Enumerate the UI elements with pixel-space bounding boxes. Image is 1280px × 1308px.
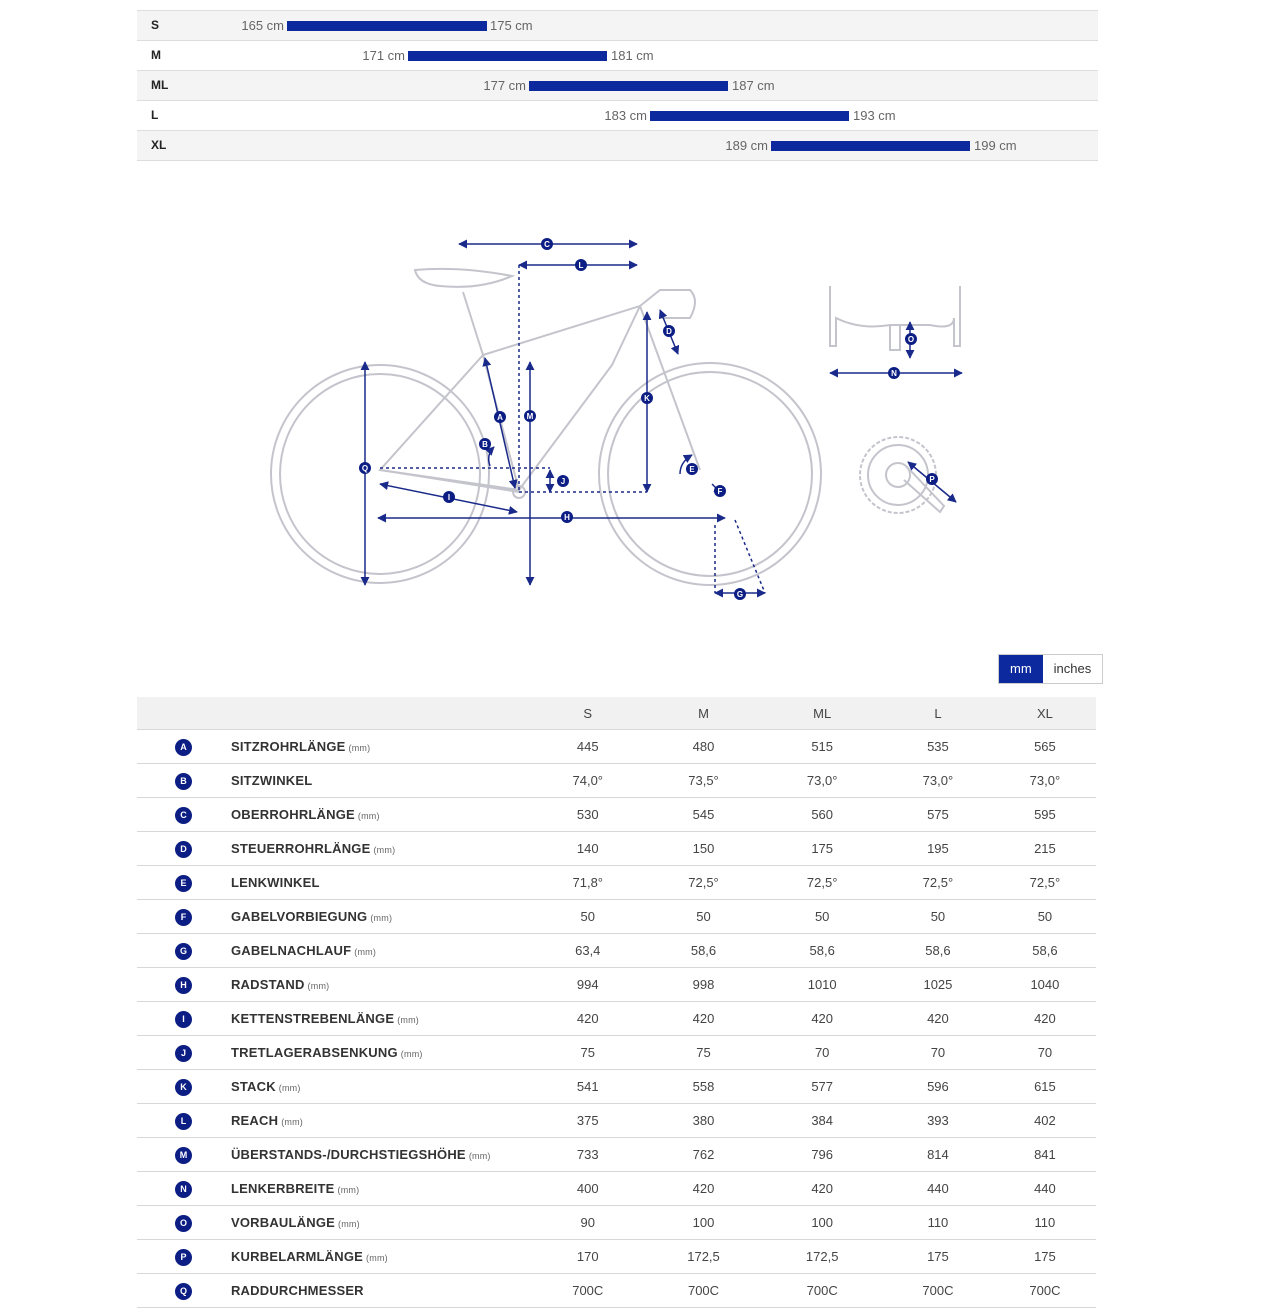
badge-f-label: F	[717, 487, 723, 496]
row-value: 762	[645, 1138, 763, 1172]
row-value: 420	[994, 1002, 1096, 1036]
badge-i-label: I	[447, 493, 451, 502]
size-label: S	[151, 18, 160, 32]
row-value: 565	[994, 730, 1096, 764]
height-max: 181 cm	[611, 48, 654, 63]
row-letter-badge: Q	[175, 1283, 192, 1300]
row-name: RADDURCHMESSER	[230, 1283, 364, 1298]
handlebar-measure	[830, 322, 962, 373]
badge-k-label: K	[644, 394, 650, 403]
size-row-m	[137, 40, 1098, 70]
row-value: 50	[762, 900, 882, 934]
row-letter-cell	[137, 1036, 230, 1070]
row-value: 560	[762, 798, 882, 832]
row-value: 172,5	[762, 1240, 882, 1274]
table-row	[137, 1240, 1096, 1274]
row-value: 400	[531, 1172, 645, 1206]
row-value: 70	[882, 1036, 994, 1070]
badge-d	[663, 325, 675, 337]
row-value: 72,5°	[762, 866, 882, 900]
badge-o-label: O	[907, 335, 915, 344]
row-value: 375	[531, 1104, 645, 1138]
height-max: 175 cm	[490, 18, 533, 33]
row-value: 420	[645, 1002, 763, 1036]
row-value: 393	[882, 1104, 994, 1138]
row-letter-badge: P	[175, 1249, 192, 1266]
row-value: 420	[531, 1002, 645, 1036]
row-name: LENKERBREITE	[230, 1181, 335, 1196]
size-row-ml	[137, 70, 1098, 100]
row-value: 541	[531, 1070, 645, 1104]
row-value: 595	[994, 798, 1096, 832]
row-letter-cell	[137, 934, 230, 968]
row-unit: (mm)	[397, 1015, 419, 1025]
column-header: XL	[994, 697, 1096, 730]
row-unit: (mm)	[370, 913, 393, 923]
row-letter-cell	[137, 730, 230, 764]
row-value: 72,5°	[645, 866, 763, 900]
row-value: 58,6	[882, 934, 994, 968]
row-value: 1010	[762, 968, 882, 1002]
row-name-cell	[230, 900, 531, 934]
row-name: ÜBERSTANDS-/DURCHSTIEGSHÖHE	[230, 1147, 466, 1162]
table-row	[137, 1172, 1096, 1206]
row-value: 175	[882, 1240, 994, 1274]
badge-h	[561, 511, 573, 523]
row-value: 100	[645, 1206, 763, 1240]
badge-b	[479, 438, 491, 450]
row-name-cell	[230, 1172, 531, 1206]
row-letter-badge: L	[175, 1113, 192, 1130]
badge-k	[641, 392, 653, 404]
row-unit: (mm)	[281, 1117, 303, 1127]
badge-q-label: Q	[361, 464, 369, 473]
size-row-l	[137, 100, 1098, 130]
row-value: 110	[994, 1206, 1096, 1240]
row-value: 558	[645, 1070, 763, 1104]
row-value: 575	[882, 798, 994, 832]
rider-height-chart	[137, 10, 1098, 161]
handlebar-outline	[830, 286, 960, 350]
row-value: 73,0°	[994, 764, 1096, 798]
row-letter-cell	[137, 1206, 230, 1240]
row-unit: (mm)	[354, 947, 377, 957]
table-row	[137, 1002, 1096, 1036]
row-value: 420	[762, 1172, 882, 1206]
row-value: 58,6	[645, 934, 763, 968]
row-value: 1040	[994, 968, 1096, 1002]
row-value: 70	[994, 1036, 1096, 1070]
row-value: 402	[994, 1104, 1096, 1138]
size-label: XL	[151, 138, 167, 152]
row-value: 535	[882, 730, 994, 764]
size-row-xl	[137, 130, 1098, 161]
badge-j-label: J	[560, 477, 566, 486]
row-letter-badge: M	[175, 1147, 192, 1164]
row-unit: (mm)	[348, 743, 371, 753]
row-value: 700C	[762, 1274, 882, 1308]
badge-e-label: E	[689, 465, 695, 474]
row-value: 545	[645, 798, 763, 832]
row-letter-badge: C	[175, 807, 192, 824]
row-unit: (mm)	[373, 845, 396, 855]
row-name: STACK	[230, 1079, 276, 1094]
row-name-cell	[230, 1002, 531, 1036]
badge-b-label: B	[482, 440, 488, 449]
row-value: 530	[531, 798, 645, 832]
row-value: 380	[645, 1104, 763, 1138]
row-letter-cell	[137, 866, 230, 900]
row-unit: (mm)	[337, 1185, 360, 1195]
row-value: 58,6	[994, 934, 1096, 968]
column-header: M	[645, 697, 763, 730]
table-row	[137, 832, 1096, 866]
row-value: 515	[762, 730, 882, 764]
row-letter-badge: K	[175, 1079, 192, 1096]
badge-p	[926, 473, 938, 485]
table-row	[137, 900, 1096, 934]
bike-outline	[271, 269, 821, 585]
row-value: 73,0°	[882, 764, 994, 798]
unit-mm-button[interactable]: mm	[999, 655, 1043, 683]
row-name: OBERROHRLÄNGE	[230, 807, 355, 822]
table-row	[137, 968, 1096, 1002]
row-value: 596	[882, 1070, 994, 1104]
row-name: GABELNACHLAUF	[230, 943, 352, 958]
height-range-bar	[287, 21, 487, 31]
row-value: 172,5	[645, 1240, 763, 1274]
height-min: 165 cm	[241, 18, 284, 33]
row-letter-badge: G	[175, 943, 192, 960]
row-letter-badge: F	[175, 909, 192, 926]
height-range-bar	[771, 141, 970, 151]
row-letter-badge: H	[175, 977, 192, 994]
row-unit: (mm)	[468, 1151, 491, 1161]
row-value: 71,8°	[531, 866, 645, 900]
table-row	[137, 764, 1096, 798]
row-name: KURBELARMLÄNGE	[230, 1249, 364, 1264]
row-value: 480	[645, 730, 763, 764]
badge-p-label: P	[929, 475, 935, 484]
badge-f	[714, 485, 726, 497]
row-value: 215	[994, 832, 1096, 866]
diagram-badges	[359, 238, 938, 600]
row-name-cell	[230, 798, 531, 832]
row-value: 75	[645, 1036, 763, 1070]
row-name: RADSTAND	[230, 977, 305, 992]
row-value: 63,4	[531, 934, 645, 968]
table-row	[137, 1070, 1096, 1104]
badge-o	[905, 333, 917, 345]
row-name-cell	[230, 1070, 531, 1104]
height-range-bar	[529, 81, 728, 91]
row-letter-cell	[137, 832, 230, 866]
row-letter-cell	[137, 764, 230, 798]
row-value: 1025	[882, 968, 994, 1002]
badge-i	[443, 491, 455, 503]
row-value: 175	[994, 1240, 1096, 1274]
row-value: 195	[882, 832, 994, 866]
badge-g	[734, 588, 746, 600]
badge-m	[524, 410, 536, 422]
header-spacer	[230, 697, 531, 730]
row-value: 175	[762, 832, 882, 866]
row-name: KETTENSTREBENLÄNGE	[230, 1011, 395, 1026]
row-value: 440	[994, 1172, 1096, 1206]
badge-j	[557, 475, 569, 487]
row-name-cell	[230, 968, 531, 1002]
row-value: 700C	[645, 1274, 763, 1308]
bike-geometry-diagram	[240, 220, 980, 620]
row-name-cell	[230, 934, 531, 968]
row-unit: (mm)	[400, 1049, 423, 1059]
row-value: 140	[531, 832, 645, 866]
row-letter-cell	[137, 1172, 230, 1206]
height-min: 171 cm	[362, 48, 405, 63]
height-range-bar	[650, 111, 849, 121]
table-row	[137, 934, 1096, 968]
row-value: 420	[882, 1002, 994, 1036]
row-value: 58,6	[762, 934, 882, 968]
row-value: 700C	[531, 1274, 645, 1308]
row-unit: (mm)	[278, 1083, 301, 1093]
row-name-cell	[230, 764, 531, 798]
row-name-cell	[230, 1036, 531, 1070]
row-name: GABELVORBIEGUNG	[230, 909, 368, 924]
table-row	[137, 1138, 1096, 1172]
height-max: 199 cm	[974, 138, 1017, 153]
header-spacer	[137, 697, 230, 730]
row-value: 420	[645, 1172, 763, 1206]
row-name-cell	[230, 1240, 531, 1274]
height-min: 177 cm	[483, 78, 526, 93]
height-max: 187 cm	[732, 78, 775, 93]
height-min: 189 cm	[725, 138, 768, 153]
row-name-cell	[230, 1138, 531, 1172]
row-letter-badge: N	[175, 1181, 192, 1198]
badge-l-label: L	[578, 261, 584, 270]
badge-d-label: D	[666, 327, 672, 336]
row-letter-badge: O	[175, 1215, 192, 1232]
row-name: REACH	[230, 1113, 279, 1128]
row-name: SITZWINKEL	[230, 773, 313, 788]
row-name-cell	[230, 1274, 531, 1308]
row-value: 814	[882, 1138, 994, 1172]
row-name: TRETLAGERABSENKUNG	[230, 1045, 398, 1060]
table-row	[137, 1036, 1096, 1070]
row-value: 73,0°	[762, 764, 882, 798]
column-header: ML	[762, 697, 882, 730]
row-letter-cell	[137, 1070, 230, 1104]
table-row	[137, 1104, 1096, 1138]
row-letter-cell	[137, 1274, 230, 1308]
row-unit: (mm)	[338, 1219, 360, 1229]
row-value: 841	[994, 1138, 1096, 1172]
row-name: STEUERROHRLÄNGE	[230, 841, 371, 856]
badge-q	[359, 462, 371, 474]
row-value: 50	[531, 900, 645, 934]
table-row	[137, 730, 1096, 764]
row-value: 50	[994, 900, 1096, 934]
table-row	[137, 1274, 1096, 1308]
row-name: VORBAULÄNGE	[230, 1215, 336, 1230]
row-letter-cell	[137, 1104, 230, 1138]
row-letter-badge: D	[175, 841, 192, 858]
row-letter-badge: I	[175, 1011, 192, 1028]
size-label: L	[151, 108, 159, 122]
row-value: 75	[531, 1036, 645, 1070]
row-name-cell	[230, 1206, 531, 1240]
row-value: 440	[882, 1172, 994, 1206]
row-value: 72,5°	[994, 866, 1096, 900]
badge-c	[541, 238, 553, 250]
row-value: 998	[645, 968, 763, 1002]
badge-n-label: N	[891, 369, 897, 378]
row-value: 110	[882, 1206, 994, 1240]
badge-a	[494, 411, 506, 423]
size-label: ML	[151, 78, 169, 92]
row-letter-badge: B	[175, 773, 192, 790]
row-value: 73,5°	[645, 764, 763, 798]
geometry-table	[137, 697, 1096, 1308]
height-range-bar	[408, 51, 607, 61]
row-letter-cell	[137, 1240, 230, 1274]
row-value: 994	[531, 968, 645, 1002]
row-name-cell	[230, 832, 531, 866]
row-unit: (mm)	[366, 1253, 388, 1263]
row-letter-cell	[137, 900, 230, 934]
unit-toggle	[998, 654, 1103, 684]
badge-a-label: A	[497, 413, 503, 422]
badge-g-label: G	[736, 590, 744, 599]
height-min: 183 cm	[604, 108, 647, 123]
row-value: 100	[762, 1206, 882, 1240]
row-value: 70	[762, 1036, 882, 1070]
height-max: 193 cm	[853, 108, 896, 123]
row-letter-cell	[137, 1002, 230, 1036]
row-value: 90	[531, 1206, 645, 1240]
row-name: SITZROHRLÄNGE	[230, 739, 346, 754]
row-value: 384	[762, 1104, 882, 1138]
table-row	[137, 798, 1096, 832]
row-value: 577	[762, 1070, 882, 1104]
table-row	[137, 1206, 1096, 1240]
row-value: 72,5°	[882, 866, 994, 900]
badge-h-label: H	[564, 513, 570, 522]
row-value: 50	[882, 900, 994, 934]
row-unit: (mm)	[357, 811, 380, 821]
row-letter-cell	[137, 798, 230, 832]
table-header-row	[137, 697, 1096, 730]
column-header: L	[882, 697, 994, 730]
badge-m-label: M	[526, 412, 534, 421]
row-value: 615	[994, 1070, 1096, 1104]
column-header: S	[531, 697, 645, 730]
row-letter-badge: J	[175, 1045, 192, 1062]
row-value: 150	[645, 832, 763, 866]
row-value: 420	[762, 1002, 882, 1036]
row-name: LENKWINKEL	[230, 875, 320, 890]
row-value: 50	[645, 900, 763, 934]
row-value: 170	[531, 1240, 645, 1274]
row-letter-badge: E	[175, 875, 192, 892]
badge-c-label: C	[544, 240, 550, 249]
size-row-s	[137, 10, 1098, 40]
row-value: 733	[531, 1138, 645, 1172]
unit-inches-button[interactable]: inches	[1043, 655, 1103, 683]
badge-l	[575, 259, 587, 271]
row-value: 700C	[994, 1274, 1096, 1308]
row-value: 700C	[882, 1274, 994, 1308]
row-letter-cell	[137, 968, 230, 1002]
row-letter-badge: A	[175, 739, 192, 756]
row-name-cell	[230, 730, 531, 764]
size-label: M	[151, 48, 161, 62]
table-body	[137, 730, 1096, 1308]
table-row	[137, 866, 1096, 900]
row-name-cell	[230, 1104, 531, 1138]
row-unit: (mm)	[307, 981, 330, 991]
row-value: 74,0°	[531, 764, 645, 798]
row-name-cell	[230, 866, 531, 900]
badge-e	[686, 463, 698, 475]
row-letter-cell	[137, 1138, 230, 1172]
badge-n	[888, 367, 900, 379]
row-value: 445	[531, 730, 645, 764]
row-value: 796	[762, 1138, 882, 1172]
